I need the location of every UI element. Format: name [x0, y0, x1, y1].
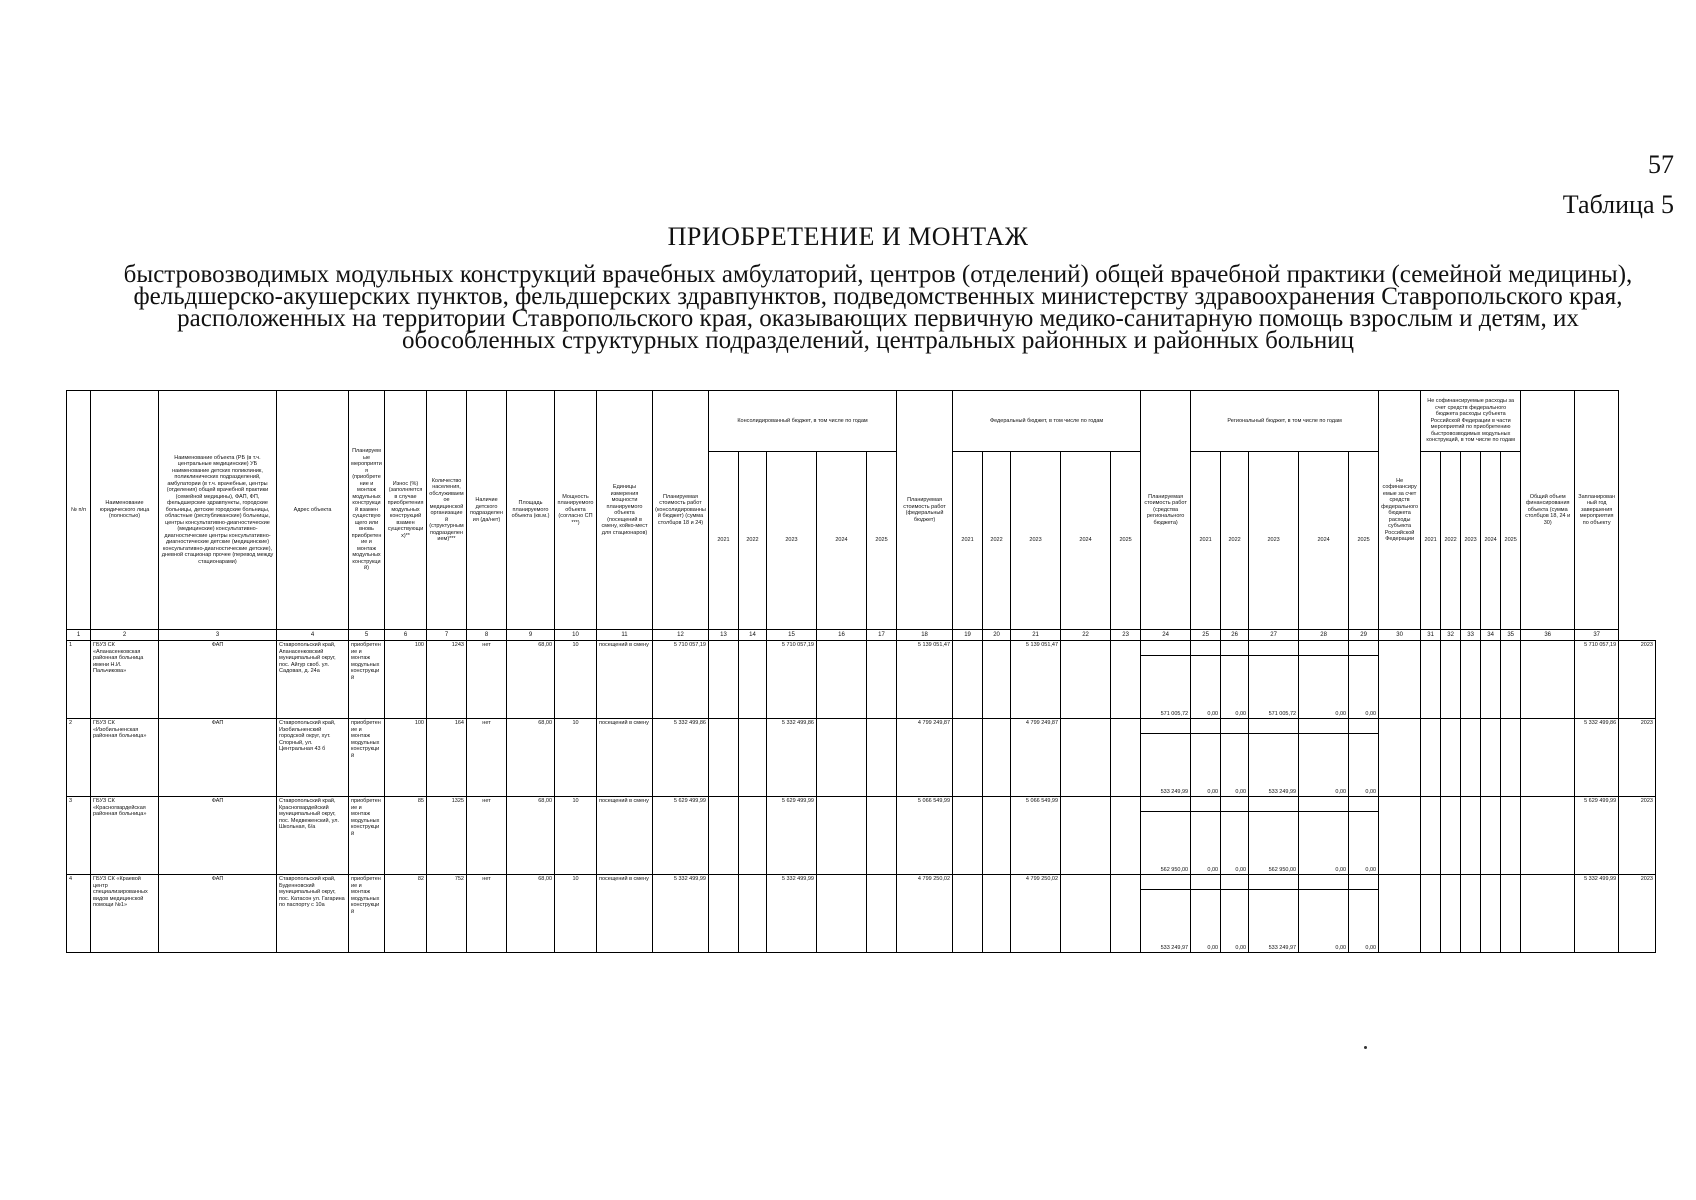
year-header: 2022: [983, 452, 1011, 630]
cell-r2024: 0,00: [1299, 812, 1349, 875]
column-number: 3: [159, 630, 277, 641]
cell-obj: ФАП: [159, 797, 277, 875]
cell-r2023: 533 249,97: [1249, 890, 1299, 953]
cell-r2023: 571 005,72: [1249, 656, 1299, 719]
column-number: 13: [709, 630, 739, 641]
cell-event: приобретение и монтаж модульных конструкций: [349, 641, 385, 719]
cell-org: ГБУЗ СК «Апанасенковская районная больница имени Н.И. Пальчикова»: [91, 641, 159, 719]
year-header: 2023: [1249, 452, 1299, 630]
cell-f2023: 4 799 249,87: [1011, 719, 1061, 797]
cell-empty: [1061, 797, 1111, 875]
column-number: 29: [1349, 630, 1379, 641]
cell-fed_cost: 5 066 549,99: [897, 797, 953, 875]
column-number: 22: [1061, 630, 1111, 641]
cell-wear: 100: [385, 719, 427, 797]
header-cost: Планируемая стоимость работ (консолидированный бюджет) (сумма столбцов 18 и 24): [653, 391, 709, 630]
cell-empty: [817, 641, 867, 719]
cell-empty: [1521, 875, 1575, 953]
cell-empty: [1441, 875, 1461, 953]
column-number: 27: [1249, 630, 1299, 641]
column-number: 37: [1575, 630, 1619, 641]
cell-empty: [983, 719, 1011, 797]
cell-r2024: 0,00: [1299, 890, 1349, 953]
cell-event: приобретение и монтаж модульных конструкций: [349, 875, 385, 953]
document-title: ПРИОБРЕТЕНИЕ И МОНТАЖ: [667, 222, 1029, 251]
data-table-container: [66, 390, 1656, 953]
cell-empty: [1461, 797, 1481, 875]
cell-obj: ФАП: [159, 641, 277, 719]
header-reg-cost: Планируемая стоимость работ (средства регионального бюджета): [1141, 391, 1191, 630]
cell-empty: [1249, 641, 1299, 656]
column-number: 1: [67, 630, 91, 641]
cell-f2023: 5 139 051,47: [1011, 641, 1061, 719]
cell-area: 68,00: [507, 875, 555, 953]
cell-empty: [1441, 641, 1461, 719]
year-header: 2021: [1191, 452, 1221, 630]
cell-c2023: 5 629 499,99: [767, 797, 817, 875]
cell-empty: [1111, 875, 1141, 953]
cell-r2022: 0,00: [1221, 734, 1249, 797]
cell-org: ГБУЗ СК «Изобильненская районная больница»: [91, 719, 159, 797]
cell-empty: [1111, 719, 1141, 797]
cell-kids: нет: [467, 641, 507, 719]
cell-pop: 1325: [427, 797, 467, 875]
column-number: 20: [983, 630, 1011, 641]
cell-reg_cost: 533 249,97: [1141, 890, 1191, 953]
cell-empty: [953, 641, 983, 719]
year-header: 2024: [1299, 452, 1349, 630]
column-number: 36: [1521, 630, 1575, 641]
cell-empty: [1141, 719, 1191, 734]
cell-r2025: 0,00: [1349, 734, 1379, 797]
cell-pop: 752: [427, 875, 467, 953]
column-number: 18: [897, 630, 953, 641]
header-federal: Федеральный бюджет, в том числе по годам: [953, 391, 1141, 452]
header-wear: Износ (%) (заполняется в случае приобретения модульных конструкций взамен существующих)**: [385, 391, 427, 630]
cell-reg_cost: 533 249,99: [1141, 734, 1191, 797]
year-header: 2021: [709, 452, 739, 630]
cell-empty: [817, 719, 867, 797]
cell-area: 68,00: [507, 719, 555, 797]
cell-empty: [1379, 641, 1421, 719]
cell-empty: [1481, 641, 1501, 719]
cell-empty: [1061, 719, 1111, 797]
cell-total: 5 629 499,99: [1575, 797, 1619, 875]
cell-total: 5 332 499,99: [1575, 875, 1619, 953]
year-header: 2025: [867, 452, 897, 630]
cell-empty: [1141, 797, 1191, 812]
cell-empty: [1461, 641, 1481, 719]
cell-c2023: 5 332 499,99: [767, 875, 817, 953]
cell-cost: 5 332 499,99: [653, 875, 709, 953]
cell-cost: 5 629 499,99: [653, 797, 709, 875]
cell-empty: [1221, 641, 1249, 656]
year-header: 2024: [1061, 452, 1111, 630]
cell-empty: [1299, 719, 1349, 734]
cell-area: 68,00: [507, 797, 555, 875]
cell-empty: [1481, 875, 1501, 953]
column-number: 25: [1191, 630, 1221, 641]
cell-wear: 100: [385, 641, 427, 719]
cell-empty: [1379, 719, 1421, 797]
cell-event: приобретение и монтаж модульных конструкций: [349, 797, 385, 875]
cell-fed_cost: 5 139 051,47: [897, 641, 953, 719]
cell-fed_cost: 4 799 249,87: [897, 719, 953, 797]
column-number: 30: [1379, 630, 1421, 641]
cell-empty: [983, 641, 1011, 719]
header-event: Планируемые мероприятия (приобретение и монтаж модульных конструкций взамен существующего или вновь приобретение и монтаж модульных конструкций): [349, 391, 385, 630]
cell-empty: [1421, 797, 1441, 875]
cell-empty: [709, 797, 739, 875]
cell-year_end: 2023: [1619, 641, 1656, 719]
header-object: Наименование объекта (РБ (в т.ч. центральные медицинские) УБ наименование детских поликлиник, поликлинических подразделений, амбулатории (в т.ч. врачебные, центры (отделения) общей врачебной практики (семейной медицины), ФАП, ФП, фельдшерские здравпункты, городские больницы, детские городские больницы, областные (республиканские) больницы, центры консультативно-диагностические (медицинские) консультативно-диагностические центры консультативно-диагностические детские (медицинские) консультативно-диагностические детские), дневной стационар прочее (перевод между стационарами): [159, 391, 277, 630]
cell-pop: 164: [427, 719, 467, 797]
header-unit: Единицы измерения мощности планируемого объекта (посещений в смену, койко-мест для стационаров): [597, 391, 653, 630]
cell-empty: [1349, 719, 1379, 734]
cell-area: 68,00: [507, 641, 555, 719]
column-number-row: [67, 630, 1656, 641]
cell-empty: [1191, 719, 1221, 734]
cell-empty: [1249, 875, 1299, 890]
cell-r2022: 0,00: [1221, 656, 1249, 719]
cell-empty: [1061, 641, 1111, 719]
cell-empty: [1249, 719, 1299, 734]
cell-empty: [1481, 797, 1501, 875]
cell-r2024: 0,00: [1299, 656, 1349, 719]
column-number: 11: [597, 630, 653, 641]
cell-empty: [1299, 797, 1349, 812]
column-number: 24: [1141, 630, 1191, 641]
cell-empty: [1191, 875, 1221, 890]
cell-empty: [867, 875, 897, 953]
column-number: 16: [817, 630, 867, 641]
header-consolidated: Консолидированный бюджет, в том числе по годам: [709, 391, 897, 452]
cell-empty: [867, 719, 897, 797]
column-number: 12: [653, 630, 709, 641]
cell-power: 10: [555, 641, 597, 719]
cell-empty: [709, 875, 739, 953]
header-area: Площадь планируемого объекта (кв.м.): [507, 391, 555, 630]
cell-empty: [983, 797, 1011, 875]
header-nonco: Не софинансируемые расходы за счет средств федерального бюджета расходы субъекта Российской Федерации в части мероприятий по приобретению быстровозводимых модульных конструкций, в том числе по годам: [1421, 391, 1521, 452]
page-number: 57: [1648, 150, 1674, 179]
cell-f2023: 5 066 549,99: [1011, 797, 1061, 875]
cell-year_end: 2023: [1619, 875, 1656, 953]
year-header: 2023: [767, 452, 817, 630]
cell-unit: посещений в смену: [597, 719, 653, 797]
cell-empty: [1461, 719, 1481, 797]
cell-empty: [1379, 875, 1421, 953]
cell-empty: [1221, 719, 1249, 734]
column-number: 31: [1421, 630, 1441, 641]
cell-empty: [1191, 797, 1221, 812]
column-number: 28: [1299, 630, 1349, 641]
cell-empty: [1501, 719, 1521, 797]
cell-reg_cost: 562 950,00: [1141, 812, 1191, 875]
cell-empty: [1501, 641, 1521, 719]
header-year-end: Запланированный год завершения мероприятия по объекту: [1575, 391, 1619, 630]
cell-empty: [1141, 875, 1191, 890]
cell-empty: [1249, 797, 1299, 812]
cell-total: 5 710 057,19: [1575, 641, 1619, 719]
cell-reg_cost: 571 005,72: [1141, 656, 1191, 719]
cell-kids: нет: [467, 797, 507, 875]
cell-cost: 5 710 057,19: [653, 641, 709, 719]
cell-r2023: 533 249,99: [1249, 734, 1299, 797]
column-number: 23: [1111, 630, 1141, 641]
column-number: 8: [467, 630, 507, 641]
table-body: [67, 641, 1656, 953]
column-number: 2: [91, 630, 159, 641]
cell-power: 10: [555, 875, 597, 953]
cell-org: ГБУЗ СК «Красногвардейская районная больница»: [91, 797, 159, 875]
column-number: 15: [767, 630, 817, 641]
table-row: [67, 719, 1656, 734]
year-header: 2022: [1441, 452, 1461, 630]
cell-empty: [1481, 719, 1501, 797]
header-org: Наименование юридического лица (полностью): [91, 391, 159, 630]
cell-empty: [1111, 641, 1141, 719]
header-population: Количество населения, обслуживаемое медицинской организацией (структурным подразделением)***: [427, 391, 467, 630]
cell-obj: ФАП: [159, 875, 277, 953]
year-header: 2023: [1461, 452, 1481, 630]
header-regional: Региональный бюджет, в том числе по годам: [1191, 391, 1379, 452]
column-number: 26: [1221, 630, 1249, 641]
cell-empty: [1521, 641, 1575, 719]
cell-r2023: 562 950,00: [1249, 812, 1299, 875]
year-header: 2021: [953, 452, 983, 630]
column-number: 10: [555, 630, 597, 641]
cell-c2023: 5 332 499,86: [767, 719, 817, 797]
cell-empty: [1221, 875, 1249, 890]
table-row: [67, 797, 1656, 812]
cell-num: 4: [67, 875, 91, 953]
cell-fed_cost: 4 799 250,02: [897, 875, 953, 953]
cell-r2025: 0,00: [1349, 812, 1379, 875]
column-number: 21: [1011, 630, 1061, 641]
cell-total: 5 332 499,86: [1575, 719, 1619, 797]
cell-pop: 1243: [427, 641, 467, 719]
cell-r2021: 0,00: [1191, 656, 1221, 719]
header-fed-cost: Планируемая стоимость работ (федеральный бюджет): [897, 391, 953, 630]
header-total: Общий объем финансирования объекта (сумма столбцов 18, 24 и 30): [1521, 391, 1575, 630]
cell-r2025: 0,00: [1349, 656, 1379, 719]
cell-obj: ФАП: [159, 719, 277, 797]
cell-r2021: 0,00: [1191, 812, 1221, 875]
cell-wear: 85: [385, 797, 427, 875]
cell-c2023: 5 710 057,19: [767, 641, 817, 719]
cell-kids: нет: [467, 875, 507, 953]
cell-r2021: 0,00: [1191, 734, 1221, 797]
cell-r2021: 0,00: [1191, 890, 1221, 953]
cell-empty: [1441, 719, 1461, 797]
column-number: 34: [1481, 630, 1501, 641]
cell-empty: [983, 875, 1011, 953]
cell-empty: [953, 797, 983, 875]
column-number: 17: [867, 630, 897, 641]
year-header: 2025: [1111, 452, 1141, 630]
cell-empty: [1421, 641, 1441, 719]
cell-empty: [1521, 797, 1575, 875]
header-num: № п/п: [67, 391, 91, 630]
cell-empty: [1521, 719, 1575, 797]
cell-num: 2: [67, 719, 91, 797]
header-nonco-total: Не софинансируемые за счет средств федерального бюджета расходы субъекта Российской Федерации: [1379, 391, 1421, 630]
cell-empty: [1501, 875, 1521, 953]
column-number: 4: [277, 630, 349, 641]
year-header: 2022: [739, 452, 767, 630]
cell-addr: Ставропольский край, Красногвардейский муниципальный округ, пос. Медвеженский, ул. Школьная, 6/а: [277, 797, 349, 875]
column-number: 6: [385, 630, 427, 641]
column-number: 19: [953, 630, 983, 641]
year-header: 2021: [1421, 452, 1441, 630]
cell-empty: [1441, 797, 1461, 875]
cell-power: 10: [555, 719, 597, 797]
cell-r2022: 0,00: [1221, 812, 1249, 875]
cell-r2022: 0,00: [1221, 890, 1249, 953]
cell-empty: [953, 719, 983, 797]
cell-year_end: 2023: [1619, 719, 1656, 797]
cell-power: 10: [555, 797, 597, 875]
cell-empty: [709, 641, 739, 719]
cell-empty: [817, 797, 867, 875]
table-row: [67, 875, 1656, 890]
cell-addr: Ставропольский край, Апанасенковский муниципальный округ, пос. Айгур своб. ул. Садовая, д. 24а: [277, 641, 349, 719]
cell-empty: [1349, 641, 1379, 656]
cell-empty: [1299, 875, 1349, 890]
cell-wear: 82: [385, 875, 427, 953]
header-row-1: [67, 391, 1656, 452]
cell-org: ГБУЗ СК «Краевой центр специализированных видов медицинской помощи №1»: [91, 875, 159, 953]
cell-empty: [1221, 797, 1249, 812]
cell-empty: [1379, 797, 1421, 875]
cell-empty: [739, 875, 767, 953]
year-header: 2022: [1221, 452, 1249, 630]
column-number: 32: [1441, 630, 1461, 641]
column-number: 14: [739, 630, 767, 641]
table-label: Таблица 5: [1562, 190, 1674, 219]
column-number: 35: [1501, 630, 1521, 641]
cell-addr: Ставропольский край, Изобильненский городской округ, хут. Спорный, ул. Центральная 43 б: [277, 719, 349, 797]
cell-year_end: 2023: [1619, 797, 1656, 875]
cell-empty: [1141, 641, 1191, 656]
column-number: 9: [507, 630, 555, 641]
cell-empty: [867, 641, 897, 719]
cell-empty: [739, 797, 767, 875]
cell-empty: [867, 797, 897, 875]
data-table: [66, 390, 1656, 953]
column-number: 33: [1461, 630, 1481, 641]
cell-r2025: 0,00: [1349, 890, 1379, 953]
cell-empty: [953, 875, 983, 953]
year-header: 2025: [1349, 452, 1379, 630]
cell-num: 1: [67, 641, 91, 719]
cell-empty: [1191, 641, 1221, 656]
cell-kids: нет: [467, 719, 507, 797]
cell-cost: 5 332 499,86: [653, 719, 709, 797]
year-header: 2024: [1481, 452, 1501, 630]
cell-empty: [709, 719, 739, 797]
cell-unit: посещений в смену: [597, 641, 653, 719]
year-header: 2025: [1501, 452, 1521, 630]
table-row: [67, 641, 1656, 656]
header-power: Мощность планируемого объекта (согласно СП ***): [555, 391, 597, 630]
cell-empty: [1111, 797, 1141, 875]
cell-addr: Ставропольский край, Буденновский муниципальный округ, пос. Катасон ул. Гагарина по паспорту с 10а: [277, 875, 349, 953]
column-number: 7: [427, 630, 467, 641]
cell-empty: [1299, 641, 1349, 656]
stray-dot: [1364, 1046, 1367, 1049]
cell-empty: [1349, 797, 1379, 812]
year-header: 2024: [817, 452, 867, 630]
header-kids: Наличие детского подразделения (да/нет): [467, 391, 507, 630]
cell-empty: [1421, 719, 1441, 797]
cell-empty: [1349, 875, 1379, 890]
cell-r2024: 0,00: [1299, 734, 1349, 797]
cell-empty: [1061, 875, 1111, 953]
year-header: 2023: [1011, 452, 1061, 630]
cell-empty: [1461, 875, 1481, 953]
cell-event: приобретение и монтаж модульных конструкций: [349, 719, 385, 797]
cell-num: 3: [67, 797, 91, 875]
cell-unit: посещений в смену: [597, 875, 653, 953]
header-address: Адрес объекта: [277, 391, 349, 630]
cell-empty: [1421, 875, 1441, 953]
cell-f2023: 4 799 250,02: [1011, 875, 1061, 953]
cell-empty: [739, 641, 767, 719]
cell-unit: посещений в смену: [597, 797, 653, 875]
cell-empty: [739, 719, 767, 797]
column-number: 5: [349, 630, 385, 641]
document-subtitle: быстровозводимых модульных конструкций врачебных амбулаторий, центров (отделений) общей врачебной практики (семейной медицины), фельдшерско-акушерских пунктов, фельдшерских здравпунктов, подведомственных министерству здравоохранения Ставропольского края, расположенных на территории Ставропольского края, оказывающих первичную медико-санитарную помощь взрослым и детям, их обособленных структурных подразделений, центральных районных и районных больниц: [123, 261, 1633, 354]
cell-empty: [1501, 797, 1521, 875]
cell-empty: [817, 875, 867, 953]
